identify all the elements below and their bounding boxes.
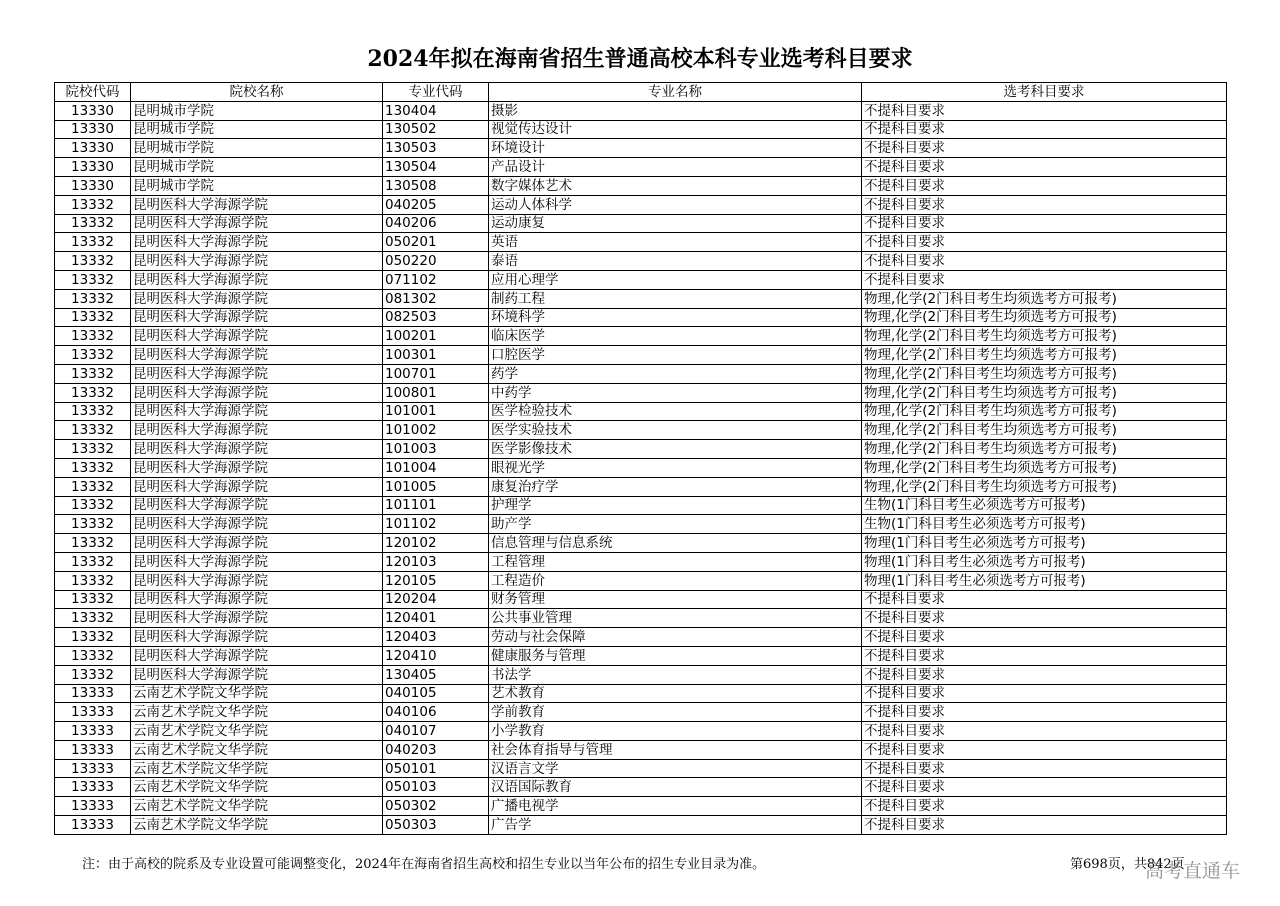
major-code-cell: 130502	[383, 120, 489, 139]
table-row	[55, 816, 1227, 835]
table-row	[55, 740, 1227, 759]
requirement-cell: 不提科目要求	[862, 139, 1227, 158]
requirement-cell: 物理,化学(2门科目考生均须选考方可报考)	[862, 364, 1227, 383]
table-row	[55, 346, 1227, 365]
school-code-cell: 13333	[55, 797, 131, 816]
major-name-cell: 医学影像技术	[489, 440, 862, 459]
requirement-cell: 不提科目要求	[862, 101, 1227, 120]
major-code-cell: 130503	[383, 139, 489, 158]
table-row	[55, 703, 1227, 722]
school-code-cell: 13333	[55, 722, 131, 741]
major-code-cell: 130405	[383, 665, 489, 684]
table-row	[55, 571, 1227, 590]
col-header-school-name: 院校名称	[131, 83, 383, 102]
major-name-cell: 临床医学	[489, 327, 862, 346]
table-row	[55, 552, 1227, 571]
table-row	[55, 684, 1227, 703]
page-number: 第698页，共842页	[1070, 857, 1185, 872]
table-row	[55, 515, 1227, 534]
requirement-cell: 物理,化学(2门科目考生均须选考方可报考)	[862, 308, 1227, 327]
requirement-cell: 不提科目要求	[862, 233, 1227, 252]
table-row	[55, 289, 1227, 308]
watermark: 高考直通车	[1145, 860, 1241, 882]
major-name-cell: 口腔医学	[489, 346, 862, 365]
major-name-cell: 护理学	[489, 496, 862, 515]
requirement-cell: 不提科目要求	[862, 120, 1227, 139]
table-row	[55, 158, 1227, 177]
table-row	[55, 458, 1227, 477]
major-code-cell: 101003	[383, 440, 489, 459]
school-name-cell: 昆明医科大学海源学院	[131, 252, 383, 271]
requirement-cell: 不提科目要求	[862, 176, 1227, 195]
school-code-cell: 13332	[55, 440, 131, 459]
school-name-cell: 昆明医科大学海源学院	[131, 571, 383, 590]
major-code-cell: 040105	[383, 684, 489, 703]
school-name-cell: 昆明医科大学海源学院	[131, 233, 383, 252]
major-code-cell: 101005	[383, 477, 489, 496]
requirement-cell: 不提科目要求	[862, 252, 1227, 271]
school-name-cell: 昆明医科大学海源学院	[131, 195, 383, 214]
major-code-cell: 050302	[383, 797, 489, 816]
school-name-cell: 昆明医科大学海源学院	[131, 496, 383, 515]
school-name-cell: 昆明城市学院	[131, 158, 383, 177]
table-row	[55, 722, 1227, 741]
major-code-cell: 120410	[383, 646, 489, 665]
school-name-cell: 昆明医科大学海源学院	[131, 327, 383, 346]
col-header-major-name: 专业名称	[489, 83, 862, 102]
major-name-cell: 制药工程	[489, 289, 862, 308]
school-name-cell: 云南艺术学院文华学院	[131, 797, 383, 816]
table-row	[55, 176, 1227, 195]
major-name-cell: 应用心理学	[489, 270, 862, 289]
school-code-cell: 13333	[55, 740, 131, 759]
table-row	[55, 797, 1227, 816]
major-code-cell: 120103	[383, 552, 489, 571]
table-row	[55, 759, 1227, 778]
requirement-cell: 不提科目要求	[862, 703, 1227, 722]
major-code-cell: 101002	[383, 421, 489, 440]
table-row	[55, 327, 1227, 346]
major-name-cell: 医学实验技术	[489, 421, 862, 440]
major-code-cell: 130508	[383, 176, 489, 195]
school-code-cell: 13332	[55, 402, 131, 421]
school-code-cell: 13332	[55, 346, 131, 365]
school-code-cell: 13330	[55, 176, 131, 195]
table-row	[55, 496, 1227, 515]
table-row	[55, 252, 1227, 271]
table-row	[55, 421, 1227, 440]
requirement-cell: 不提科目要求	[862, 628, 1227, 647]
school-name-cell: 云南艺术学院文华学院	[131, 759, 383, 778]
major-name-cell: 汉语国际教育	[489, 778, 862, 797]
major-code-cell: 050201	[383, 233, 489, 252]
major-name-cell: 数字媒体艺术	[489, 176, 862, 195]
major-name-cell: 健康服务与管理	[489, 646, 862, 665]
page-title: 2024年拟在海南省招生普通高校本科专业选考科目要求	[367, 46, 913, 72]
major-code-cell: 040107	[383, 722, 489, 741]
table-row	[55, 120, 1227, 139]
school-name-cell: 昆明城市学院	[131, 120, 383, 139]
major-name-cell: 环境科学	[489, 308, 862, 327]
school-code-cell: 13332	[55, 270, 131, 289]
requirement-cell: 物理,化学(2门科目考生均须选考方可报考)	[862, 383, 1227, 402]
school-code-cell: 13330	[55, 158, 131, 177]
school-code-cell: 13332	[55, 609, 131, 628]
school-code-cell: 13332	[55, 233, 131, 252]
table-row	[55, 534, 1227, 553]
table-row	[55, 646, 1227, 665]
requirement-cell: 不提科目要求	[862, 590, 1227, 609]
requirement-cell: 物理,化学(2门科目考生均须选考方可报考)	[862, 477, 1227, 496]
major-code-cell: 050303	[383, 816, 489, 835]
major-code-cell: 120401	[383, 609, 489, 628]
requirement-cell: 不提科目要求	[862, 270, 1227, 289]
major-name-cell: 泰语	[489, 252, 862, 271]
requirement-cell: 物理,化学(2门科目考生均须选考方可报考)	[862, 346, 1227, 365]
table-row	[55, 214, 1227, 233]
major-code-cell: 071102	[383, 270, 489, 289]
school-code-cell: 13332	[55, 628, 131, 647]
major-code-cell: 040106	[383, 703, 489, 722]
major-name-cell: 广播电视学	[489, 797, 862, 816]
school-name-cell: 云南艺术学院文华学院	[131, 684, 383, 703]
school-code-cell: 13332	[55, 383, 131, 402]
major-code-cell: 082503	[383, 308, 489, 327]
school-name-cell: 昆明医科大学海源学院	[131, 665, 383, 684]
requirement-cell: 不提科目要求	[862, 195, 1227, 214]
major-name-cell: 汉语言文学	[489, 759, 862, 778]
school-code-cell: 13332	[55, 214, 131, 233]
table-row	[55, 270, 1227, 289]
school-code-cell: 13330	[55, 139, 131, 158]
school-name-cell: 昆明医科大学海源学院	[131, 383, 383, 402]
col-header-requirement: 选考科目要求	[862, 83, 1227, 102]
requirement-cell: 不提科目要求	[862, 665, 1227, 684]
school-code-cell: 13333	[55, 816, 131, 835]
major-code-cell: 120105	[383, 571, 489, 590]
major-name-cell: 康复治疗学	[489, 477, 862, 496]
major-name-cell: 广告学	[489, 816, 862, 835]
major-code-cell: 040206	[383, 214, 489, 233]
school-code-cell: 13332	[55, 252, 131, 271]
requirement-cell: 物理(1门科目考生必须选考方可报考)	[862, 534, 1227, 553]
school-name-cell: 昆明医科大学海源学院	[131, 270, 383, 289]
school-name-cell: 昆明医科大学海源学院	[131, 458, 383, 477]
major-code-cell: 050220	[383, 252, 489, 271]
table-row	[55, 609, 1227, 628]
requirement-cell: 不提科目要求	[862, 684, 1227, 703]
major-code-cell: 101001	[383, 402, 489, 421]
major-name-cell: 摄影	[489, 101, 862, 120]
school-name-cell: 昆明医科大学海源学院	[131, 590, 383, 609]
requirement-cell: 不提科目要求	[862, 646, 1227, 665]
major-name-cell: 工程造价	[489, 571, 862, 590]
major-code-cell: 101102	[383, 515, 489, 534]
major-name-cell: 英语	[489, 233, 862, 252]
major-code-cell: 120204	[383, 590, 489, 609]
requirement-cell: 物理,化学(2门科目考生均须选考方可报考)	[862, 421, 1227, 440]
school-code-cell: 13332	[55, 571, 131, 590]
school-name-cell: 云南艺术学院文华学院	[131, 740, 383, 759]
school-code-cell: 13333	[55, 703, 131, 722]
school-code-cell: 13332	[55, 496, 131, 515]
major-code-cell: 100801	[383, 383, 489, 402]
school-name-cell: 昆明医科大学海源学院	[131, 289, 383, 308]
school-name-cell: 昆明医科大学海源学院	[131, 214, 383, 233]
requirement-cell: 生物(1门科目考生必须选考方可报考)	[862, 515, 1227, 534]
requirement-cell: 不提科目要求	[862, 609, 1227, 628]
requirement-cell: 物理,化学(2门科目考生均须选考方可报考)	[862, 327, 1227, 346]
school-code-cell: 13332	[55, 308, 131, 327]
major-code-cell: 130404	[383, 101, 489, 120]
major-name-cell: 社会体育指导与管理	[489, 740, 862, 759]
requirement-cell: 物理,化学(2门科目考生均须选考方可报考)	[862, 289, 1227, 308]
school-code-cell: 13332	[55, 552, 131, 571]
school-code-cell: 13332	[55, 195, 131, 214]
school-name-cell: 云南艺术学院文华学院	[131, 816, 383, 835]
school-code-cell: 13332	[55, 477, 131, 496]
major-code-cell: 081302	[383, 289, 489, 308]
school-code-cell: 13332	[55, 646, 131, 665]
major-name-cell: 眼视光学	[489, 458, 862, 477]
major-code-cell: 040203	[383, 740, 489, 759]
requirement-cell: 物理,化学(2门科目考生均须选考方可报考)	[862, 402, 1227, 421]
major-code-cell: 100201	[383, 327, 489, 346]
table-row	[55, 308, 1227, 327]
requirements-table	[54, 82, 1227, 835]
school-code-cell: 13330	[55, 120, 131, 139]
requirement-cell: 不提科目要求	[862, 214, 1227, 233]
school-code-cell: 13332	[55, 364, 131, 383]
major-code-cell: 101101	[383, 496, 489, 515]
table-row	[55, 233, 1227, 252]
requirement-cell: 物理,化学(2门科目考生均须选考方可报考)	[862, 440, 1227, 459]
table-row	[55, 665, 1227, 684]
school-name-cell: 昆明医科大学海源学院	[131, 308, 383, 327]
requirement-cell: 不提科目要求	[862, 778, 1227, 797]
school-name-cell: 昆明医科大学海源学院	[131, 402, 383, 421]
school-name-cell: 昆明医科大学海源学院	[131, 534, 383, 553]
major-name-cell: 艺术教育	[489, 684, 862, 703]
major-code-cell: 120102	[383, 534, 489, 553]
col-header-school-code: 院校代码	[55, 83, 131, 102]
school-code-cell: 13333	[55, 759, 131, 778]
major-name-cell: 小学教育	[489, 722, 862, 741]
major-name-cell: 药学	[489, 364, 862, 383]
requirement-cell: 物理(1门科目考生必须选考方可报考)	[862, 571, 1227, 590]
major-code-cell: 101004	[383, 458, 489, 477]
school-code-cell: 13330	[55, 101, 131, 120]
school-name-cell: 云南艺术学院文华学院	[131, 722, 383, 741]
major-name-cell: 学前教育	[489, 703, 862, 722]
table-row	[55, 440, 1227, 459]
major-code-cell: 040205	[383, 195, 489, 214]
school-code-cell: 13333	[55, 778, 131, 797]
table-row	[55, 628, 1227, 647]
major-code-cell: 120403	[383, 628, 489, 647]
footer-note: 注：由于高校的院系及专业设置可能调整变化，2024年在海南省招生高校和招生专业以当年公布的招生专业目录为准。	[82, 857, 766, 872]
requirement-cell: 不提科目要求	[862, 759, 1227, 778]
major-name-cell: 书法学	[489, 665, 862, 684]
school-name-cell: 昆明医科大学海源学院	[131, 628, 383, 647]
table-row	[55, 195, 1227, 214]
major-name-cell: 财务管理	[489, 590, 862, 609]
school-code-cell: 13332	[55, 327, 131, 346]
major-name-cell: 中药学	[489, 383, 862, 402]
major-name-cell: 环境设计	[489, 139, 862, 158]
major-code-cell: 100701	[383, 364, 489, 383]
school-name-cell: 昆明医科大学海源学院	[131, 364, 383, 383]
table-body	[55, 101, 1227, 834]
major-name-cell: 劳动与社会保障	[489, 628, 862, 647]
major-name-cell: 医学检验技术	[489, 402, 862, 421]
table-row	[55, 364, 1227, 383]
major-name-cell: 助产学	[489, 515, 862, 534]
major-code-cell: 100301	[383, 346, 489, 365]
major-name-cell: 视觉传达设计	[489, 120, 862, 139]
school-code-cell: 13332	[55, 421, 131, 440]
major-code-cell: 130504	[383, 158, 489, 177]
col-header-major-code: 专业代码	[383, 83, 489, 102]
requirement-cell: 不提科目要求	[862, 158, 1227, 177]
school-name-cell: 昆明城市学院	[131, 176, 383, 195]
school-name-cell: 昆明医科大学海源学院	[131, 552, 383, 571]
school-name-cell: 昆明城市学院	[131, 101, 383, 120]
school-code-cell: 13332	[55, 458, 131, 477]
major-name-cell: 公共事业管理	[489, 609, 862, 628]
school-name-cell: 云南艺术学院文华学院	[131, 778, 383, 797]
school-code-cell: 13332	[55, 590, 131, 609]
requirement-cell: 物理,化学(2门科目考生均须选考方可报考)	[862, 458, 1227, 477]
major-name-cell: 运动人体科学	[489, 195, 862, 214]
major-name-cell: 产品设计	[489, 158, 862, 177]
school-name-cell: 昆明医科大学海源学院	[131, 421, 383, 440]
school-code-cell: 13332	[55, 515, 131, 534]
table-row	[55, 101, 1227, 120]
major-code-cell: 050101	[383, 759, 489, 778]
school-code-cell: 13333	[55, 684, 131, 703]
table-row	[55, 778, 1227, 797]
requirement-cell: 不提科目要求	[862, 740, 1227, 759]
major-name-cell: 运动康复	[489, 214, 862, 233]
school-name-cell: 云南艺术学院文华学院	[131, 703, 383, 722]
school-code-cell: 13332	[55, 665, 131, 684]
requirement-cell: 不提科目要求	[862, 722, 1227, 741]
table-row	[55, 477, 1227, 496]
school-name-cell: 昆明医科大学海源学院	[131, 440, 383, 459]
requirement-cell: 物理(1门科目考生必须选考方可报考)	[862, 552, 1227, 571]
requirement-cell: 不提科目要求	[862, 797, 1227, 816]
school-name-cell: 昆明医科大学海源学院	[131, 477, 383, 496]
table-header-row	[55, 83, 1227, 102]
table-row	[55, 139, 1227, 158]
table-row	[55, 402, 1227, 421]
school-code-cell: 13332	[55, 534, 131, 553]
school-name-cell: 昆明医科大学海源学院	[131, 346, 383, 365]
major-name-cell: 工程管理	[489, 552, 862, 571]
table-row	[55, 383, 1227, 402]
major-name-cell: 信息管理与信息系统	[489, 534, 862, 553]
school-code-cell: 13332	[55, 289, 131, 308]
school-name-cell: 昆明医科大学海源学院	[131, 515, 383, 534]
requirement-cell: 不提科目要求	[862, 816, 1227, 835]
school-name-cell: 昆明城市学院	[131, 139, 383, 158]
major-code-cell: 050103	[383, 778, 489, 797]
school-name-cell: 昆明医科大学海源学院	[131, 646, 383, 665]
requirement-cell: 生物(1门科目考生必须选考方可报考)	[862, 496, 1227, 515]
school-name-cell: 昆明医科大学海源学院	[131, 609, 383, 628]
table-row	[55, 590, 1227, 609]
